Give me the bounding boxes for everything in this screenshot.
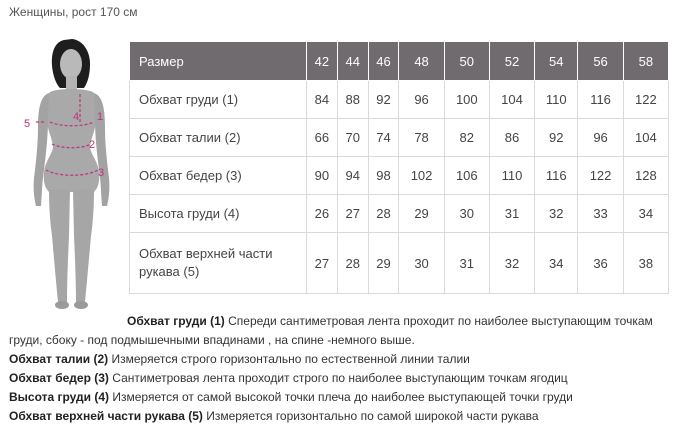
note-text: Измеряется строго горизонтально по естественной линии талии: [108, 352, 470, 366]
table-cell: 110: [535, 81, 578, 119]
size-header-cell: 42: [307, 42, 338, 81]
table-cell: 34: [623, 195, 668, 233]
size-chart-table: [129, 41, 669, 294]
row-label: Обхват талии (2): [130, 119, 307, 157]
table-cell: 116: [535, 157, 578, 195]
marker-label-5: 5: [24, 118, 31, 130]
table-row: [130, 119, 669, 157]
table-cell: 29: [368, 233, 399, 294]
row-label: Обхват груди (1): [130, 81, 307, 119]
table-cell: 78: [399, 119, 444, 157]
note-term: Обхват верхней части рукава (5): [9, 409, 203, 423]
table-cell: 128: [623, 157, 668, 195]
left-leg-shape: [49, 190, 70, 302]
table-cell: 86: [489, 119, 534, 157]
marker-label-4: 4: [73, 111, 80, 123]
table-cell: 34: [535, 233, 578, 294]
row-label: Обхват бедер (3): [130, 157, 307, 195]
note-item: [9, 350, 669, 369]
table-cell: 29: [399, 195, 444, 233]
size-header-cell: 48: [399, 42, 444, 81]
note-text: Измеряется горизонтально по самой широкой части рукава: [202, 409, 539, 423]
table-cell: 88: [337, 81, 368, 119]
table-row: [130, 233, 669, 294]
marker-label-3: 3: [98, 167, 105, 179]
table-cell: 122: [623, 81, 668, 119]
table-cell: 38: [623, 233, 668, 294]
table-cell: 106: [444, 157, 489, 195]
table-cell: 84: [307, 81, 338, 119]
measurement-notes: [9, 312, 669, 426]
table-cell: 102: [399, 157, 444, 195]
table-cell: 122: [578, 157, 623, 195]
note-item: [9, 312, 669, 350]
table-cell: 33: [578, 195, 623, 233]
table-cell: 104: [489, 81, 534, 119]
page-subtitle: Женщины, рост 170 см: [9, 5, 138, 19]
size-header-cell: 52: [489, 42, 534, 81]
table-cell: 28: [368, 195, 399, 233]
table-cell: 98: [368, 157, 399, 195]
table-cell: 100: [444, 81, 489, 119]
table-cell: 30: [444, 195, 489, 233]
size-header-cell: 54: [535, 42, 578, 81]
table-row: [130, 81, 669, 119]
note-term: Обхват бедер (3): [9, 371, 109, 385]
table-cell: 27: [307, 233, 338, 294]
left-foot-shape: [55, 301, 69, 309]
table-cell: 96: [399, 81, 444, 119]
table-cell: 28: [337, 233, 368, 294]
size-header-cell: 50: [444, 42, 489, 81]
face-shape: [60, 49, 82, 79]
table-cell: 82: [444, 119, 489, 157]
table-cell: 66: [307, 119, 338, 157]
table-cell: 74: [368, 119, 399, 157]
table-cell: 31: [444, 233, 489, 294]
row-label: Высота груди (4): [130, 195, 307, 233]
table-cell: 92: [535, 119, 578, 157]
size-header-label: Размер: [130, 42, 307, 81]
table-cell: 31: [489, 195, 534, 233]
table-cell: 116: [578, 81, 623, 119]
size-header-cell: 58: [623, 42, 668, 81]
table-cell: 90: [307, 157, 338, 195]
size-header-cell: 56: [578, 42, 623, 81]
table-cell: 30: [399, 233, 444, 294]
note-item: [9, 369, 669, 388]
note-item: [9, 407, 669, 426]
table-row: [130, 195, 669, 233]
note-term: Обхват талии (2): [9, 352, 109, 366]
row-label: Обхват верхней части рукава (5): [130, 233, 307, 294]
female-body-figure: [18, 36, 123, 312]
size-header-cell: 44: [337, 42, 368, 81]
table-header-row: [130, 42, 669, 81]
note-text: Измеряется от самой высокой точки плеча до наиболее выступающей точки груди: [109, 390, 573, 404]
table-cell: 104: [623, 119, 668, 157]
note-item: [9, 388, 669, 407]
marker-label-2: 2: [89, 139, 96, 151]
table-cell: 70: [337, 119, 368, 157]
table-cell: 32: [535, 195, 578, 233]
marker-label-1: 1: [97, 111, 104, 123]
note-text: Спереди сантиметровая лента проходит по наиболее выступающим точкам груди, сбоку - под подмышечными впадинами , на спине -немного выше.: [9, 314, 653, 347]
table-cell: 94: [337, 157, 368, 195]
table-row: [130, 157, 669, 195]
table-cell: 110: [489, 157, 534, 195]
neck-shape: [66, 76, 77, 90]
note-term: Обхват груди (1): [127, 314, 225, 328]
note-term: Высота груди (4): [9, 390, 110, 404]
table-cell: 27: [337, 195, 368, 233]
right-foot-shape: [74, 301, 88, 309]
right-leg-shape: [73, 190, 94, 302]
size-header-cell: 46: [368, 42, 399, 81]
table-cell: 92: [368, 81, 399, 119]
table-cell: 36: [578, 233, 623, 294]
table-cell: 96: [578, 119, 623, 157]
note-text: Сантиметровая лента проходит строго по наиболее выступающим точкам ягодиц: [108, 371, 568, 385]
table-cell: 32: [489, 233, 534, 294]
table-cell: 26: [307, 195, 338, 233]
